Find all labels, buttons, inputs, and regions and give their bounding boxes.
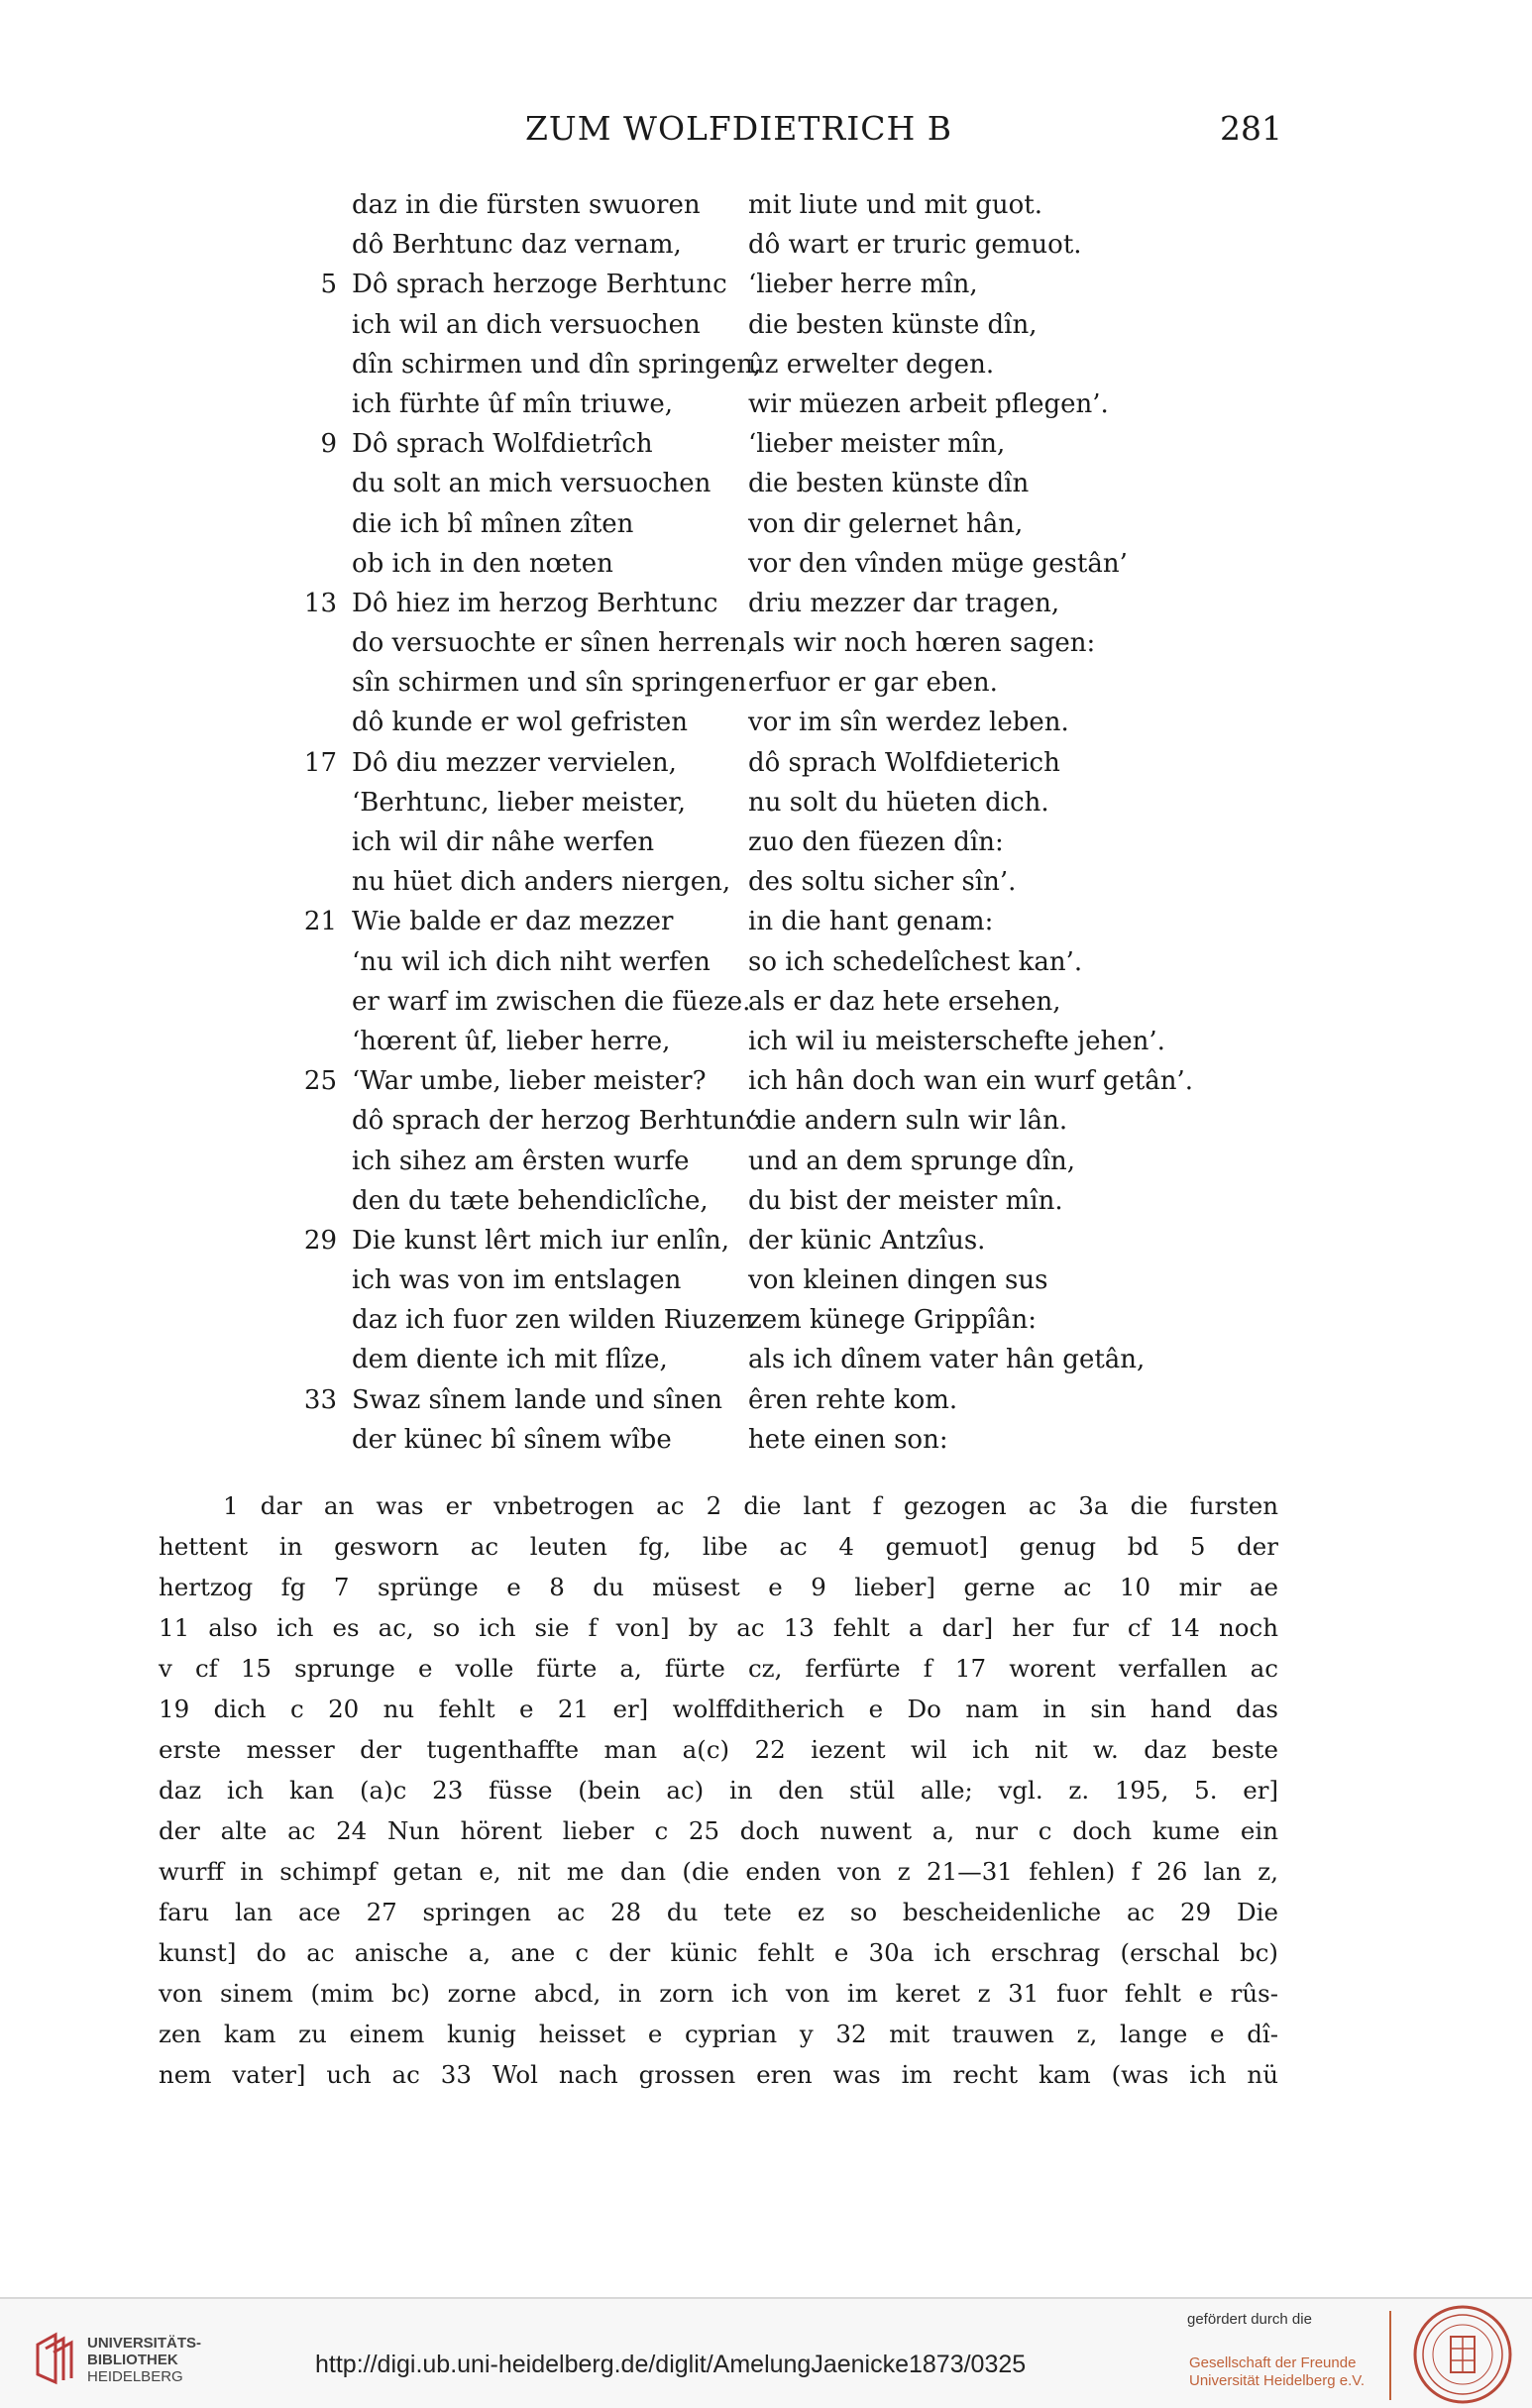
verse-second-half: vor im sîn werdez leben. [748,708,1069,738]
note-line: v cf 15 sprunge e volle fürte a, fürte cz, ferfürte f 17 worent verfallen ac [159,1654,1278,1683]
verse-second-half: als er daz hete ersehen, [748,986,1061,1017]
verse-line [0,748,1532,788]
verse-first-half: Dô diu mezzer vervielen, [352,747,677,778]
library-logo-icon [34,2331,77,2386]
verse-second-half: mit liute und mit guot. [748,190,1042,220]
verse-line [0,1385,1532,1425]
verse-second-half: dô sprach Wolfdieterich [748,747,1060,778]
library-name-line: HEIDELBERG [87,2368,183,2385]
verse-line [0,549,1532,589]
verse-line [0,1345,1532,1384]
verse-first-half: ich wil an dich versuochen [352,309,701,340]
verse-second-half: ich hân doch wan ein wurf getân’. [748,1066,1194,1097]
verse-second-half: zuo den füezen dîn: [748,827,1004,857]
sponsor-name-line: Universität Heidelberg e.V. [1189,2372,1366,2389]
verse-first-half: Dô hiez im herzog Berhtunc [352,588,718,618]
verse-second-half: des soltu sicher sîn’. [748,867,1017,898]
verse-first-half: er warf im zwischen die füeze. [352,986,751,1017]
verse-second-half: und an dem sprunge dîn, [748,1146,1076,1176]
verse-second-half: von kleinen dingen sus [748,1265,1048,1296]
verse-line [0,1186,1532,1226]
verse-first-half: ich sihez am êrsten wurfe [352,1146,690,1176]
verse-line [0,509,1532,549]
verse-second-half: ich wil iu meisterschefte jehen’. [748,1026,1165,1056]
verse-first-half: daz in die fürsten swuoren [352,190,701,220]
verse-second-half: der künic Antzîus. [748,1225,986,1256]
verse-block [0,190,1532,1465]
verse-line [0,987,1532,1027]
verse-first-half: Die kunst lêrt mich iur enlîn, [352,1225,730,1256]
note-line: 19 dich c 20 nu fehlt e 21 er] wolffditherich e Do nam in sin hand das [159,1695,1278,1723]
verse-number: 17 [303,747,337,778]
verse-line [0,788,1532,827]
note-line: hertzog fg 7 sprünge e 8 du müsest e 9 lieber] gerne ac 10 mir ae [159,1573,1278,1601]
note-line: von sinem (mim bc) zorne abcd, in zorn ich von im keret z 31 fuor fehlt e rûs- [159,1979,1278,2008]
verse-first-half: Wie balde er daz mezzer [352,907,674,937]
verse-line [0,1425,1532,1465]
library-name-line: BIBLIOTHEK [87,2352,178,2368]
verse-line [0,469,1532,508]
sponsor-divider [1389,2311,1391,2400]
verse-number: 21 [303,907,337,937]
verse-second-half: vor den vînden müge gestân’ [748,548,1128,579]
verse-second-half: ‘die andern suln wir lân. [748,1106,1068,1137]
verse-line [0,350,1532,389]
note-line: der alte ac 24 Nun hörent lieber c 25 doch nuwent a, nur c doch kume ein [159,1816,1278,1845]
university-seal-icon [1411,2303,1514,2406]
verse-first-half: ich wil dir nâhe werfen [352,827,655,857]
verse-line [0,1066,1532,1106]
verse-first-half: dô kunde er wol gefristen [352,708,688,738]
verse-first-half: ‘nu wil ich dich niht werfen [352,946,711,977]
verse-first-half: dô Berhtunc daz vernam, [352,230,682,261]
verse-second-half: nu solt du hüeten dich. [748,787,1049,818]
verse-second-half: als ich dînem vater hân getân, [748,1345,1146,1375]
verse-line [0,270,1532,309]
verse-line [0,1147,1532,1186]
note-line: 1 dar an was er vnbetrogen ac 2 die lant f gezogen ac 3a die fursten [223,1491,1278,1520]
verse-first-half: dîn schirmen und dîn springen, [352,349,762,380]
note-line: faru lan ace 27 springen ac 28 du tete ez so bescheidenliche ac 29 Die [159,1898,1278,1926]
verse-second-half: hete einen son: [748,1424,948,1455]
verse-number: 29 [303,1225,337,1256]
verse-line [0,628,1532,668]
verse-second-half: dô wart er truric gemuot. [748,230,1082,261]
verse-line [0,1106,1532,1146]
note-line: daz ich kan (a)c 23 füsse (bein ac) in den stül alle; vgl. z. 195, 5. er] [159,1776,1278,1805]
sponsor-name [1189,2354,1365,2390]
verse-second-half: als wir noch hœren sagen: [748,628,1096,659]
verse-second-half: wir müezen arbeit pflegen’. [748,388,1109,419]
verse-line [0,429,1532,469]
library-name-line: UNIVERSITÄTS- [87,2335,202,2352]
library-name [87,2335,201,2385]
note-line: 11 also ich es ac, so ich sie f von] by ac 13 fehlt a dar] her fur cf 14 noch [159,1613,1278,1642]
verse-line [0,589,1532,628]
note-line: erste messer der tugenthaffte man a(c) 22 iezent wil ich nit w. daz beste [159,1735,1278,1764]
verse-first-half: nu hüet dich anders niergen, [352,867,731,898]
verse-second-half: von dir gelernet hân, [748,508,1024,539]
verse-line [0,867,1532,907]
verse-line [0,708,1532,747]
verse-second-half: du bist der meister mîn. [748,1185,1063,1216]
verse-first-half: do versuochte er sînen herren, [352,628,755,659]
note-line: hettent in gesworn ac leuten fg, libe ac 4 gemuot] genug bd 5 der [159,1532,1278,1561]
verse-second-half: êren rehte kom. [748,1384,958,1415]
verse-first-half: du solt an mich versuochen [352,469,711,499]
sponsor-name-line: Gesellschaft der Freunde [1189,2354,1357,2371]
note-line: nem vater] uch ac 33 Wol nach grossen eren was im recht kam (was ich nü [159,2060,1278,2089]
verse-second-half: ûz erwelter degen. [748,349,995,380]
verse-line [0,230,1532,270]
verse-second-half: in die hant genam: [748,907,994,937]
verse-line [0,1305,1532,1345]
note-line: wurff in schimpf getan e, nit me dan (die enden von z 21—31 fehlen) f 26 lan z, [159,1857,1278,1886]
verse-line [0,1265,1532,1305]
verse-second-half: driu mezzer dar tragen, [748,588,1060,618]
page-number: 281 [1220,109,1282,148]
verse-first-half: Dô sprach herzoge Berhtunc [352,270,727,300]
verse-first-half: ‘War umbe, lieber meister? [352,1066,707,1097]
verse-line [0,1027,1532,1066]
verse-number: 13 [303,588,337,618]
verse-second-half: erfuor er gar eben. [748,668,998,699]
verse-line [0,190,1532,230]
verse-first-half: ob ich in den nœten [352,548,613,579]
verse-first-half: ‘Berhtunc, lieber meister, [352,787,687,818]
verse-line [0,907,1532,946]
verse-second-half: ‘lieber meister mîn, [748,429,1006,460]
verse-number: 5 [320,270,337,300]
verse-first-half: sîn schirmen und sîn springen [352,668,747,699]
verse-number: 25 [303,1066,337,1097]
sponsor-label: gefördert durch die [1187,2311,1312,2328]
verse-number: 33 [303,1384,337,1415]
note-line: kunst] do ac anische a, ane c der künic fehlt e 30a ich erschrag (erschal bc) [159,1938,1278,1967]
verse-line [0,947,1532,987]
footer [0,2299,1532,2408]
verse-first-half: ich fürhte ûf mîn triuwe, [352,388,673,419]
verse-line [0,827,1532,867]
verse-line [0,389,1532,429]
verse-number: 9 [320,429,337,460]
page-header [0,109,1532,149]
verse-first-half: ich was von im entslagen [352,1265,682,1296]
verse-first-half: Swaz sînem lande und sînen [352,1384,723,1415]
verse-second-half: die besten künste dîn, [748,309,1038,340]
verse-first-half: dem diente ich mit flîze, [352,1345,668,1375]
verse-second-half: zem künege Grippîân: [748,1305,1038,1336]
verse-line [0,310,1532,350]
note-line: zen kam zu einem kunig heisset e cyprian y 32 mit trauwen z, lange e dî- [159,2020,1278,2048]
verse-second-half: ‘lieber herre mîn, [748,270,978,300]
verse-second-half: so ich schedelîchest kan’. [748,946,1083,977]
variant-notes [159,1491,1278,2101]
running-title: ZUM WOLFDIETRICH B [525,109,953,148]
verse-line [0,668,1532,708]
verse-first-half: die ich bî mînen zîten [352,508,634,539]
verse-second-half: die besten künste dîn [748,469,1030,499]
verse-first-half: ‘hœrent ûf, lieber herre, [352,1026,671,1056]
verse-first-half: daz ich fuor zen wilden Riuzen [352,1305,754,1336]
verse-line [0,1226,1532,1265]
verse-first-half: den du tæte behendiclîche, [352,1185,709,1216]
verse-first-half: dô sprach der herzog Berhtunc [352,1106,760,1137]
permalink-url[interactable]: http://digi.ub.uni-heidelberg.de/diglit/AmelungJaenicke1873/0325 [315,2351,1027,2378]
verse-first-half: der künec bî sînem wîbe [352,1424,672,1455]
verse-first-half: Dô sprach Wolfdietrîch [352,429,653,460]
